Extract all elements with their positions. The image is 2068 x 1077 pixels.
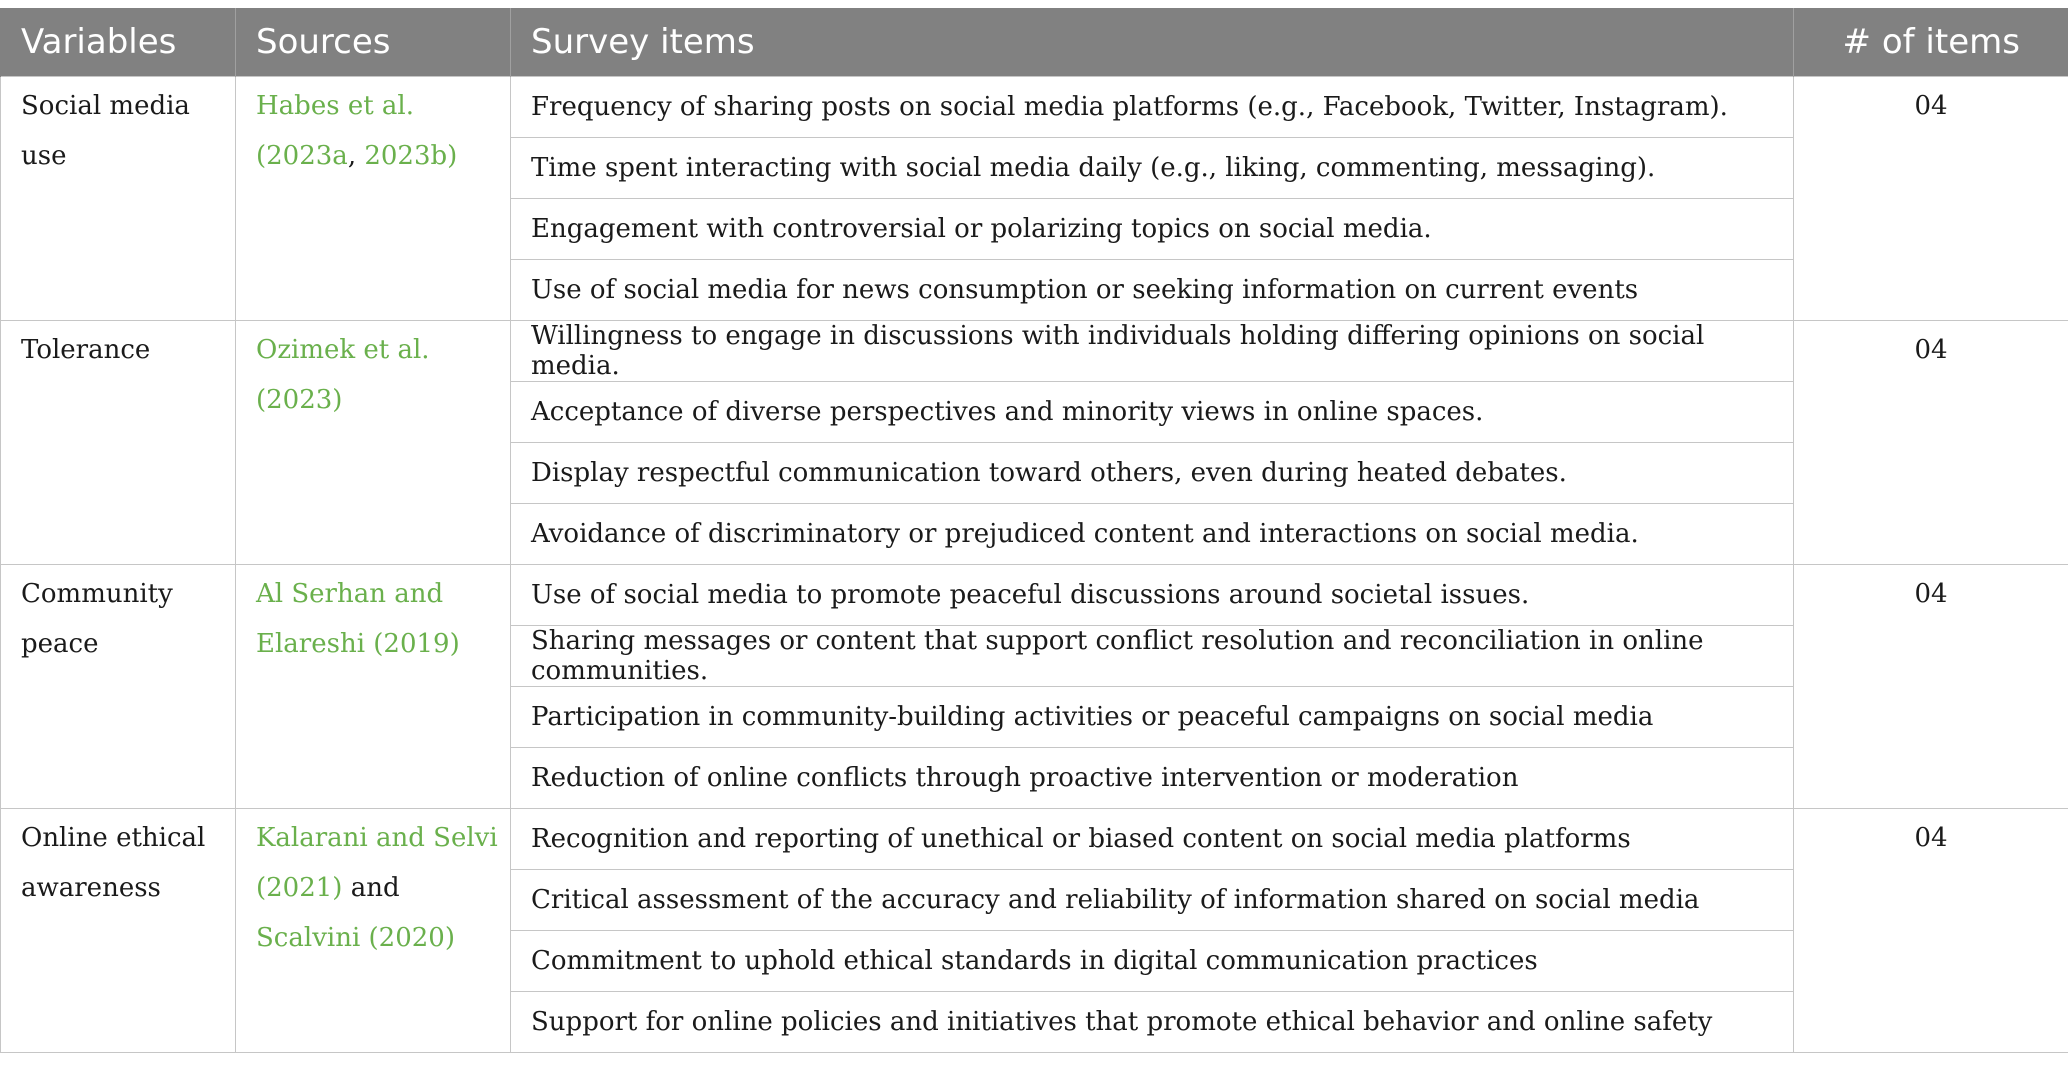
source-cell (236, 77, 511, 321)
variable-cell (1, 321, 236, 565)
citation-link[interactable]: Al Serhan and Elareshi (2019) (256, 579, 460, 659)
survey-item: Use of social media to promote peaceful discussions around societal issues. (511, 565, 1794, 626)
table-row (1, 565, 2068, 626)
header-row (1, 8, 2068, 77)
survey-item: Willingness to engage in discussions with individuals holding differing opinions on social media. (511, 321, 1794, 382)
item-count: 04 (1794, 321, 2068, 565)
survey-items-table (0, 8, 2068, 1053)
citation-connector: and (342, 873, 400, 903)
survey-item: Acceptance of diverse perspectives and minority views in online spaces. (511, 382, 1794, 443)
variable-cell (1, 565, 236, 809)
variable-cell (1, 77, 236, 321)
survey-item: Support for online policies and initiatives that promote ethical behavior and online safety (511, 992, 1794, 1053)
citation-link[interactable]: 2023b) (364, 141, 458, 171)
survey-item: Commitment to uphold ethical standards in digital communication practices (511, 931, 1794, 992)
survey-item: Avoidance of discriminatory or prejudiced content and interactions on social media. (511, 504, 1794, 565)
table-header (1, 8, 2068, 77)
citation-connector: , (347, 141, 365, 171)
citation-link[interactable]: Kalarani and Selvi (2021) (256, 823, 498, 903)
source-citation (256, 813, 510, 963)
source-cell (236, 565, 511, 809)
citation-link[interactable]: Ozimek et al. (2023) (256, 335, 430, 415)
survey-item: Engagement with controversial or polarizing topics on social media. (511, 199, 1794, 260)
citation-link[interactable]: Habes et al. (2023a (256, 91, 414, 171)
item-count: 04 (1794, 565, 2068, 809)
survey-item: Critical assessment of the accuracy and reliability of information shared on social media (511, 870, 1794, 931)
header-variables: Variables (1, 8, 236, 77)
header-sources: Sources (236, 8, 511, 77)
survey-item: Time spent interacting with social media daily (e.g., liking, commenting, messaging). (511, 138, 1794, 199)
table-body (1, 77, 2068, 1053)
source-citation (256, 569, 510, 669)
table-row (1, 809, 2068, 870)
source-cell (236, 809, 511, 1053)
item-count: 04 (1794, 809, 2068, 1053)
variable-name: Social media use (21, 91, 190, 171)
survey-item: Reduction of online conflicts through proactive intervention or moderation (511, 748, 1794, 809)
table-row (1, 77, 2068, 138)
table-row (1, 321, 2068, 382)
source-citation (256, 81, 510, 181)
source-citation (256, 325, 510, 425)
variable-name: Online ethical awareness (21, 823, 206, 903)
survey-item: Participation in community-building activities or peaceful campaigns on social media (511, 687, 1794, 748)
survey-item: Recognition and reporting of unethical or biased content on social media platforms (511, 809, 1794, 870)
survey-item: Use of social media for news consumption or seeking information on current events (511, 260, 1794, 321)
item-count: 04 (1794, 77, 2068, 321)
header-item-count: # of items (1794, 8, 2068, 77)
survey-item: Frequency of sharing posts on social media platforms (e.g., Facebook, Twitter, Instagram). (511, 77, 1794, 138)
variable-name: Community peace (21, 579, 173, 659)
variable-name: Tolerance (21, 335, 151, 365)
citation-link[interactable]: Scalvini (2020) (256, 923, 455, 953)
survey-item: Sharing messages or content that support conflict resolution and reconciliation in online communities. (511, 626, 1794, 687)
source-cell (236, 321, 511, 565)
survey-item: Display respectful communication toward others, even during heated debates. (511, 443, 1794, 504)
header-survey-items: Survey items (511, 8, 1794, 77)
variable-cell (1, 809, 236, 1053)
